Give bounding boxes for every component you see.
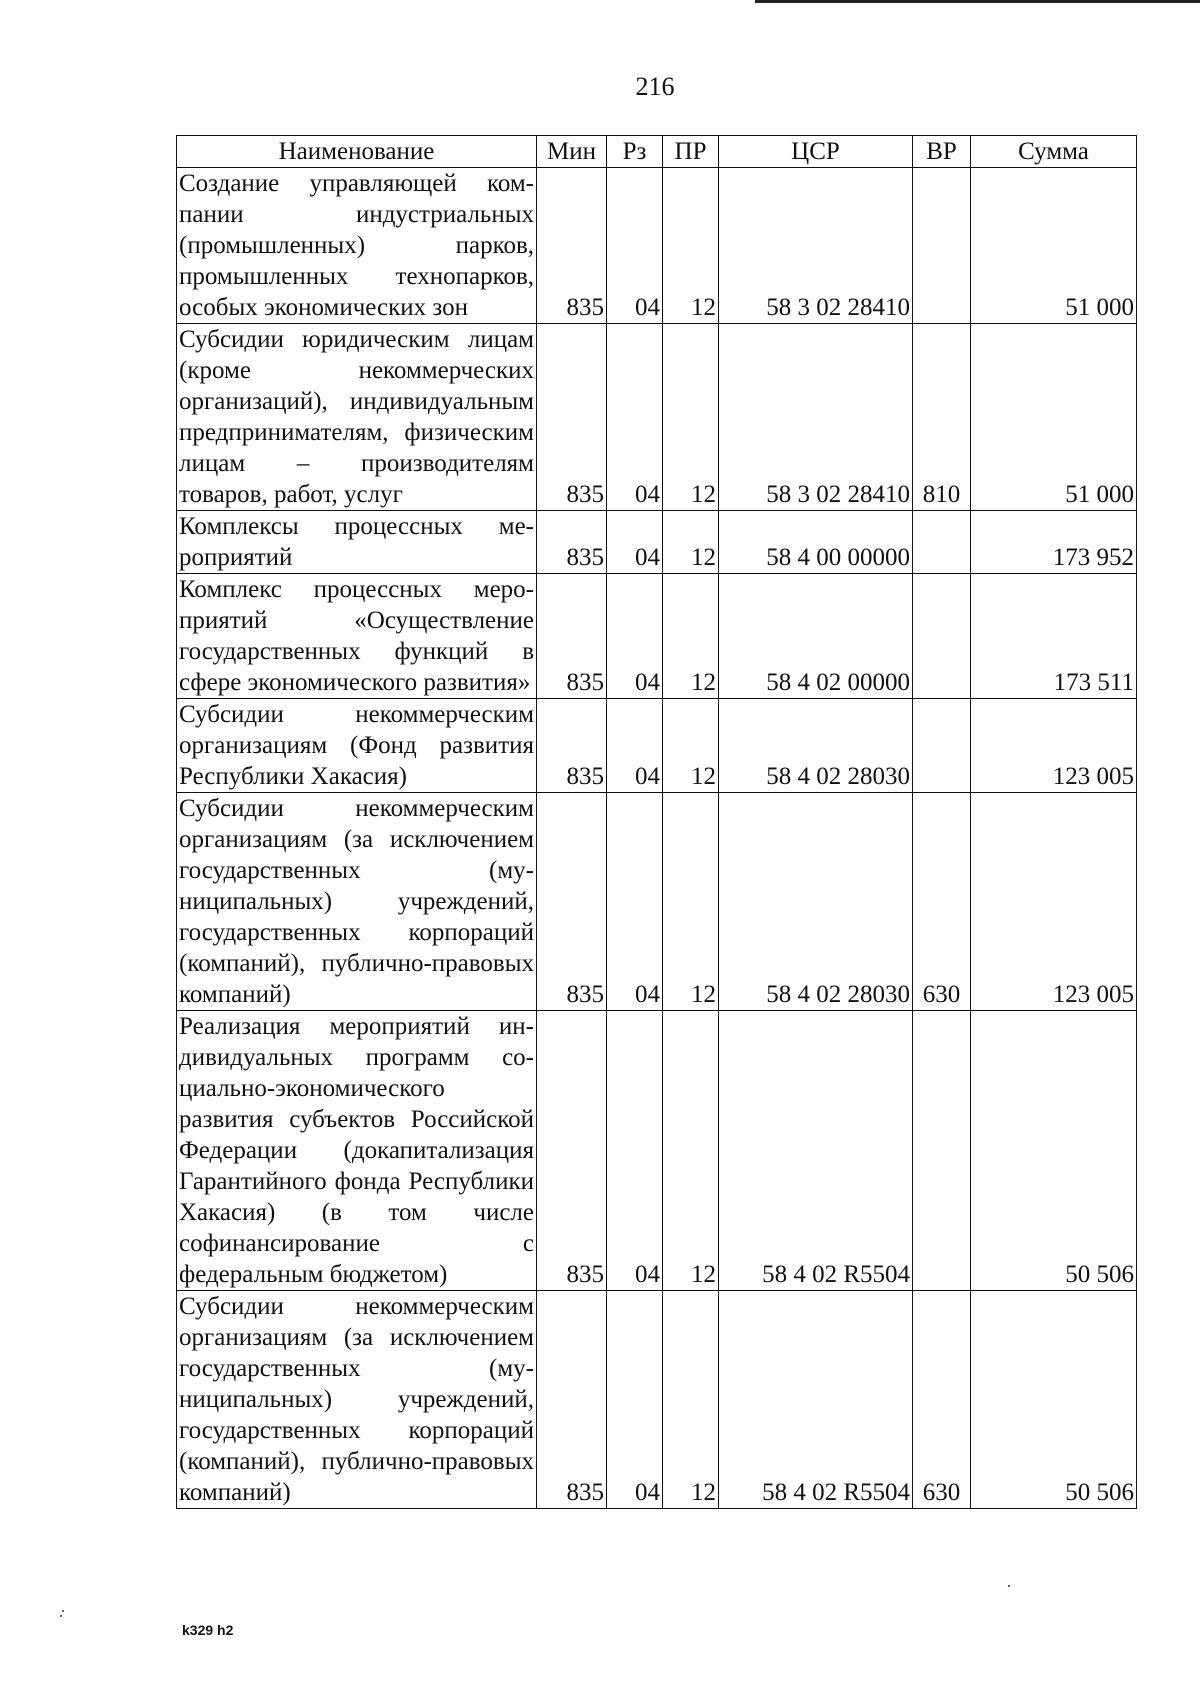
row-min: 835 [537, 324, 607, 511]
row-pr: 12 [663, 324, 719, 511]
scan-edge-line [755, 0, 1200, 3]
row-rz: 04 [607, 168, 663, 324]
row-name: Создание управляющей компании индустриальных (промышленных) парков, промышленных технопарков, особых экономических зон [177, 168, 537, 324]
header-sum: Сумма [971, 136, 1137, 168]
row-name: Субсидии некоммерческим организациям (за исключением государственных (муниципальных) учреждений, государственных корпораций (компаний), публично-правовых компаний) [177, 793, 537, 1011]
row-name: Субсидии некоммерческим организациям (Фонд развития Республики Хакасия) [177, 699, 537, 793]
row-rz: 04 [607, 793, 663, 1011]
row-csr: 58 3 02 28410 [719, 324, 913, 511]
row-sum: 51 000 [971, 324, 1137, 511]
page-number: 216 [635, 72, 675, 101]
table-row [177, 1291, 1137, 1509]
row-vr: 810 [913, 324, 971, 511]
row-sum: 50 506 [971, 1291, 1137, 1509]
table-row [177, 793, 1137, 1011]
row-pr: 12 [663, 793, 719, 1011]
row-sum: 173 511 [971, 574, 1137, 699]
budget-table [176, 135, 1137, 1509]
row-name: Субсидии некоммерческим организациям (за исключением государственных (муниципальных) учреждений, государственных корпораций (компаний), публично-правовых компаний) [177, 1291, 537, 1509]
row-min: 835 [537, 168, 607, 324]
row-min: 835 [537, 1011, 607, 1291]
row-rz: 04 [607, 1011, 663, 1291]
header-min: Мин [537, 136, 607, 168]
row-csr: 58 4 02 28030 [719, 793, 913, 1011]
header-name: Наименование [177, 136, 537, 168]
row-min: 835 [537, 1291, 607, 1509]
table-row [177, 511, 1137, 574]
row-min: 835 [537, 699, 607, 793]
row-name: Комплексы процессных мероприятий [177, 511, 537, 574]
table-header-row [177, 136, 1137, 168]
row-vr [913, 511, 971, 574]
footer-code: k329 h2 [182, 1622, 234, 1638]
row-min: 835 [537, 574, 607, 699]
row-pr: 12 [663, 574, 719, 699]
row-vr [913, 1011, 971, 1291]
row-csr: 58 4 02 R5504 [719, 1011, 913, 1291]
row-sum: 50 506 [971, 1011, 1137, 1291]
row-rz: 04 [607, 574, 663, 699]
row-sum: 173 952 [971, 511, 1137, 574]
header-vr: ВР [913, 136, 971, 168]
row-csr: 58 3 02 28410 [719, 168, 913, 324]
row-pr: 12 [663, 1011, 719, 1291]
row-min: 835 [537, 793, 607, 1011]
header-rz: Рз [607, 136, 663, 168]
row-csr: 58 4 02 00000 [719, 574, 913, 699]
row-name: Комплекс процессных мероприятий «Осуществление государственных функций в сфере экономического развития» [177, 574, 537, 699]
row-sum: 123 005 [971, 699, 1137, 793]
row-vr [913, 699, 971, 793]
header-pr: ПР [663, 136, 719, 168]
row-csr: 58 4 02 R5504 [719, 1291, 913, 1509]
row-pr: 12 [663, 511, 719, 574]
row-sum: 51 000 [971, 168, 1137, 324]
row-rz: 04 [607, 699, 663, 793]
row-vr: 630 [913, 793, 971, 1011]
header-csr: ЦСР [719, 136, 913, 168]
row-name: Реализация мероприятий индивидуальных программ социально-экономического развития субъектов Российской Федерации (докапитализация Гарантийного фонда Республики Хакасия) (в том числе софинансирование с федеральным бюджетом) [177, 1011, 537, 1291]
row-vr: 630 [913, 1291, 971, 1509]
scan-speck [60, 1615, 62, 1617]
row-name: Субсидии юридическим лицам (кроме некоммерческих организаций), индивидуальным предпринимателям, физическим лицам – производителям товаров, работ, услуг [177, 324, 537, 511]
table-row [177, 324, 1137, 511]
row-pr: 12 [663, 699, 719, 793]
row-csr: 58 4 00 00000 [719, 511, 913, 574]
table-row [177, 168, 1137, 324]
row-vr [913, 574, 971, 699]
table-row [177, 699, 1137, 793]
scan-speck [62, 1610, 64, 1612]
row-pr: 12 [663, 1291, 719, 1509]
row-vr [913, 168, 971, 324]
row-rz: 04 [607, 324, 663, 511]
scan-speck [1008, 1585, 1010, 1587]
row-min: 835 [537, 511, 607, 574]
row-rz: 04 [607, 511, 663, 574]
row-rz: 04 [607, 1291, 663, 1509]
row-sum: 123 005 [971, 793, 1137, 1011]
table-row [177, 1011, 1137, 1291]
row-pr: 12 [663, 168, 719, 324]
row-csr: 58 4 02 28030 [719, 699, 913, 793]
table-row [177, 574, 1137, 699]
